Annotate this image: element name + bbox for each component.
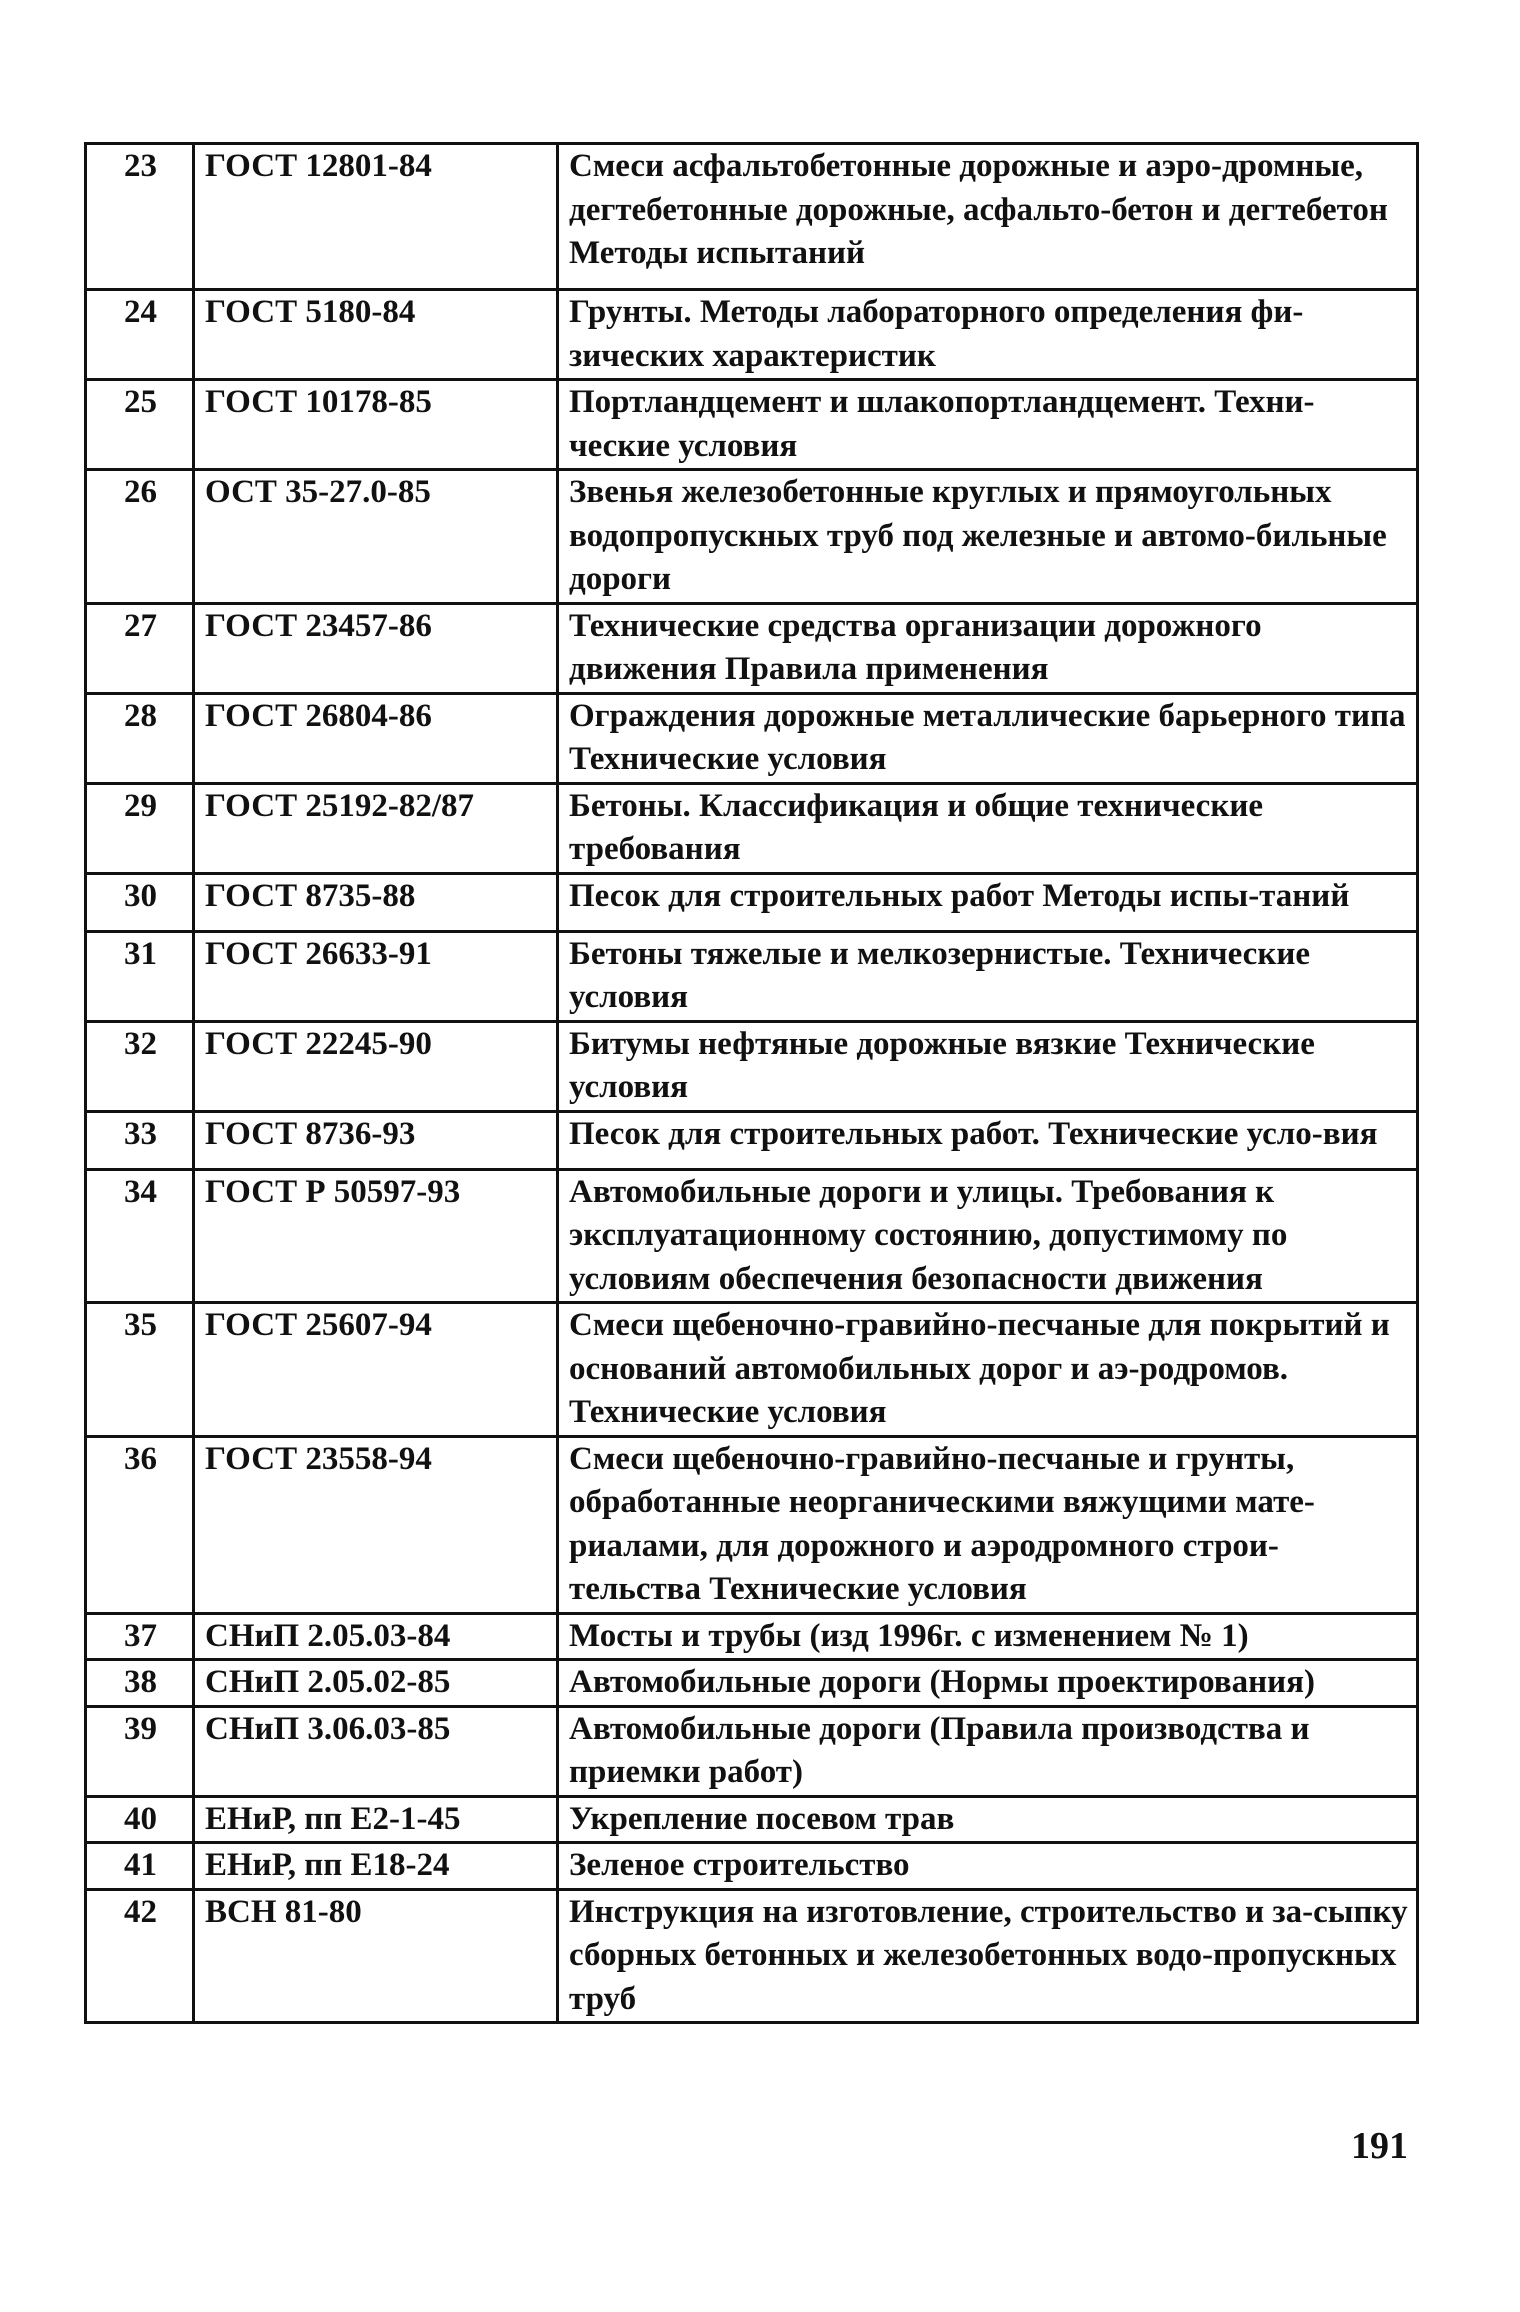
- standard-title: Песок для строительных работ Методы испы-таний: [558, 873, 1418, 931]
- standard-code: ГОСТ 8736-93: [194, 1111, 558, 1169]
- standard-code: ГОСТ 23558-94: [194, 1436, 558, 1613]
- standard-code: ГОСТ 25192-82/87: [194, 783, 558, 873]
- standard-title: Грунты. Методы лабораторного определения фи-зических характеристик: [558, 290, 1418, 380]
- standard-title: Бетоны тяжелые и мелкозернистые. Технические условия: [558, 931, 1418, 1021]
- row-number: 31: [86, 931, 194, 1021]
- standard-code: ГОСТ 26804-86: [194, 693, 558, 783]
- standard-code: ГОСТ 23457-86: [194, 603, 558, 693]
- row-number: 38: [86, 1660, 194, 1707]
- row-number: 33: [86, 1111, 194, 1169]
- table-row: [86, 603, 1418, 693]
- standard-code: ГОСТ 10178-85: [194, 380, 558, 470]
- standard-code: ГОСТ Р 50597-93: [194, 1169, 558, 1303]
- table-row: [86, 470, 1418, 604]
- standard-title: Зеленое строительство: [558, 1843, 1418, 1890]
- standard-code: ГОСТ 25607-94: [194, 1303, 558, 1437]
- standard-code: ОСТ 35-27.0-85: [194, 470, 558, 604]
- table-row: [86, 1706, 1418, 1796]
- table-row: [86, 1303, 1418, 1437]
- table-row: [86, 1796, 1418, 1843]
- standard-title: Инструкция на изготовление, строительство и за-сыпку сборных бетонных и железобетонных водо-пропускных труб: [558, 1889, 1418, 2023]
- standard-code: ГОСТ 26633-91: [194, 931, 558, 1021]
- row-number: 37: [86, 1613, 194, 1660]
- standard-code: ГОСТ 8735-88: [194, 873, 558, 931]
- row-number: 30: [86, 873, 194, 931]
- standard-title: Смеси асфальтобетонные дорожные и аэро-дромные, дегтебетонные дорожные, асфальто-бетон и дегтебетон Методы испытаний: [558, 144, 1418, 290]
- row-number: 32: [86, 1021, 194, 1111]
- table-row: [86, 1660, 1418, 1707]
- table-row: [86, 144, 1418, 290]
- table-row: [86, 290, 1418, 380]
- table-row: [86, 1889, 1418, 2023]
- table-row: [86, 1169, 1418, 1303]
- standard-title: Укрепление посевом трав: [558, 1796, 1418, 1843]
- table-row: [86, 693, 1418, 783]
- standard-code: СНиП 2.05.03-84: [194, 1613, 558, 1660]
- row-number: 34: [86, 1169, 194, 1303]
- row-number: 23: [86, 144, 194, 290]
- standard-title: Автомобильные дороги (Нормы проектирования): [558, 1660, 1418, 1707]
- standard-code: ГОСТ 5180-84: [194, 290, 558, 380]
- standard-title: Ограждения дорожные металлические барьерного типа Технические условия: [558, 693, 1418, 783]
- standard-code: ГОСТ 12801-84: [194, 144, 558, 290]
- standard-title: Автомобильные дороги и улицы. Требования к эксплуатационному состоянию, допустимому по условиям обеспечения безопасности движения: [558, 1169, 1418, 1303]
- standard-title: Битумы нефтяные дорожные вязкие Технические условия: [558, 1021, 1418, 1111]
- row-number: 26: [86, 470, 194, 604]
- table-row: [86, 1843, 1418, 1890]
- row-number: 36: [86, 1436, 194, 1613]
- table-row: [86, 1111, 1418, 1169]
- table-row: [86, 783, 1418, 873]
- row-number: 29: [86, 783, 194, 873]
- standard-code: СНиП 2.05.02-85: [194, 1660, 558, 1707]
- standard-code: ЕНиР, пп Е18-24: [194, 1843, 558, 1890]
- table-row: [86, 380, 1418, 470]
- standard-title: Смеси щебеночно-гравийно-песчаные и грунты, обработанные неорганическими вяжущими мате-риалами, для дорожного и аэродромного строи-тельства Технические условия: [558, 1436, 1418, 1613]
- row-number: 24: [86, 290, 194, 380]
- standard-title: Технические средства организации дорожного движения Правила применения: [558, 603, 1418, 693]
- row-number: 41: [86, 1843, 194, 1890]
- row-number: 40: [86, 1796, 194, 1843]
- standards-table-body: [86, 144, 1418, 2023]
- page-number: 191: [1351, 2125, 1408, 2167]
- table-row: [86, 931, 1418, 1021]
- table-row: [86, 1613, 1418, 1660]
- standards-table: [84, 142, 1419, 2024]
- row-number: 25: [86, 380, 194, 470]
- standard-title: Портландцемент и шлакопортландцемент. Техни-ческие условия: [558, 380, 1418, 470]
- standard-title: Смеси щебеночно-гравийно-песчаные для покрытий и оснований автомобильных дорог и аэ-родромов. Технические условия: [558, 1303, 1418, 1437]
- row-number: 35: [86, 1303, 194, 1437]
- table-row: [86, 1436, 1418, 1613]
- table-row: [86, 873, 1418, 931]
- standard-code: ГОСТ 22245-90: [194, 1021, 558, 1111]
- standard-code: ЕНиР, пп Е2-1-45: [194, 1796, 558, 1843]
- row-number: 42: [86, 1889, 194, 2023]
- table-row: [86, 1021, 1418, 1111]
- standard-title: Автомобильные дороги (Правила производства и приемки работ): [558, 1706, 1418, 1796]
- standard-title: Звенья железобетонные круглых и прямоугольных водопропускных труб под железные и автомо-бильные дороги: [558, 470, 1418, 604]
- row-number: 39: [86, 1706, 194, 1796]
- standard-code: СНиП 3.06.03-85: [194, 1706, 558, 1796]
- row-number: 28: [86, 693, 194, 783]
- standard-title: Бетоны. Классификация и общие технические требования: [558, 783, 1418, 873]
- standard-code: ВСН 81-80: [194, 1889, 558, 2023]
- standard-title: Мосты и трубы (изд 1996г. с изменением № 1): [558, 1613, 1418, 1660]
- standard-title: Песок для строительных работ. Технические усло-вия: [558, 1111, 1418, 1169]
- row-number: 27: [86, 603, 194, 693]
